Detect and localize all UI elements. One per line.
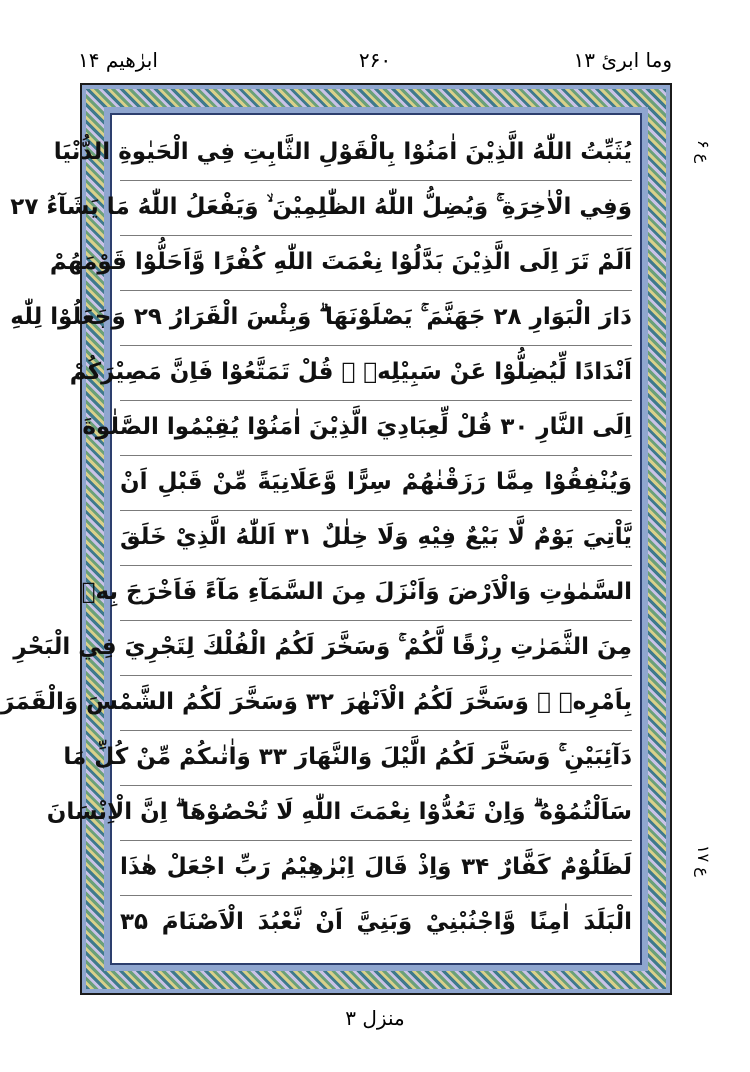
ruku-marker-lower: ع ۱۷ (694, 845, 713, 877)
verse-line: وَيُنْفِقُوْا مِمَّا رَزَقْنٰهُمْ سِرًّا وَّعَلَانِيَةً مِّنْ قَبْلِ اَنْ (120, 455, 632, 511)
verse-line: دَآئِبَيْنِ ۚ وَسَخَّرَ لَكُمُ الَّيْلَ وَالنَّهَارَ ۳۳ وَاٰتٰىكُمْ مِّنْ كُلِّ مَا (120, 730, 632, 786)
surah-name: ابرٰهیم ۱۴ (78, 48, 158, 72)
verse-line: دَارَ الْبَوَارِ ۲۸ جَهَنَّمَ ۚ يَصْلَوْنَهَا ۗ وَبِئْسَ الْقَرَارُ ۲۹ وَجَعَلُوْا لِلّٰهِ (120, 290, 632, 346)
verse-line: الْبَلَدَ اٰمِنًا وَّاجْنُبْنِيْ وَبَنِيَّ اَنْ نَّعْبُدَ الْاَصْنَامَ ۳۵ (120, 909, 632, 935)
verse-line: لَظَلُوْمٌ كَفَّارٌ ۳۴ وَاِذْ قَالَ اِبْرٰهِيْمُ رَبِّ اجْعَلْ هٰذَا (120, 840, 632, 896)
verse-line: اِلَى النَّارِ ۳۰ قُلْ لِّعِبَادِيَ الَّذِيْنَ اٰمَنُوْا يُقِيْمُوا الصَّلٰوةَ (120, 400, 632, 456)
verse-line: اَنْدَادًا لِّيُضِلُّوْا عَنْ سَبِيْلِهٖ ۗ قُلْ تَمَتَّعُوْا فَاِنَّ مَصِيْرَكُمْ (120, 345, 632, 401)
ruku-marker-upper: ع ۶ (694, 140, 713, 164)
verse-line: سَاَلْتُمُوْهُ ۗ وَاِنْ تَعُدُّوْا نِعْمَتَ اللّٰهِ لَا تُحْصُوْهَا ۗ اِنَّ الْاِنْسَانَ (120, 785, 632, 841)
juz-name: وما ابرئ ۱۳ (573, 48, 672, 72)
verse-line: السَّمٰوٰتِ وَالْاَرْضَ وَاَنْزَلَ مِنَ السَّمَآءِ مَآءً فَاَخْرَجَ بِهٖ (120, 565, 632, 621)
verse-line: بِاَمْرِهٖ ۚ وَسَخَّرَ لَكُمُ الْاَنْهٰرَ ۳۲ وَسَخَّرَ لَكُمُ الشَّمْسَ وَالْقَمَرَ (120, 675, 632, 731)
text-panel (1, 113, 642, 965)
verse-line: وَفِي الْاٰخِرَةِ ۚ وَيُضِلُّ اللّٰهُ الظّٰلِمِيْنَ ۙ وَيَفْعَلُ اللّٰهُ مَا يَشَآءُ ۲۷ (120, 180, 632, 236)
page-frame (1, 83, 672, 995)
page-header (78, 48, 672, 78)
verse-line: اَلَمْ تَرَ اِلَى الَّذِيْنَ بَدَّلُوْا نِعْمَتَ اللّٰهِ كُفْرًا وَّاَحَلُّوْا قَوْمَهُمْ (120, 235, 632, 291)
verse-line: يَّاْتِيَ يَوْمٌ لَّا بَيْعٌ فِيْهِ وَلَا خِلٰلٌ ۳۱ اَللّٰهُ الَّذِيْ خَلَقَ (120, 510, 632, 566)
verse-line: مِنَ الثَّمَرٰتِ رِزْقًا لَّكُمْ ۚ وَسَخَّرَ لَكُمُ الْفُلْكَ لِتَجْرِيَ فِي الْبَحْرِ (120, 620, 632, 676)
verse-line: يُثَبِّتُ اللّٰهُ الَّذِيْنَ اٰمَنُوْا بِالْقَوْلِ الثَّابِتِ فِي الْحَيٰوةِ الدُّنْيَا (120, 125, 632, 181)
manzil-footer: منزل ۳ (345, 1006, 405, 1030)
page-number: ۲۶۰ (358, 48, 392, 72)
